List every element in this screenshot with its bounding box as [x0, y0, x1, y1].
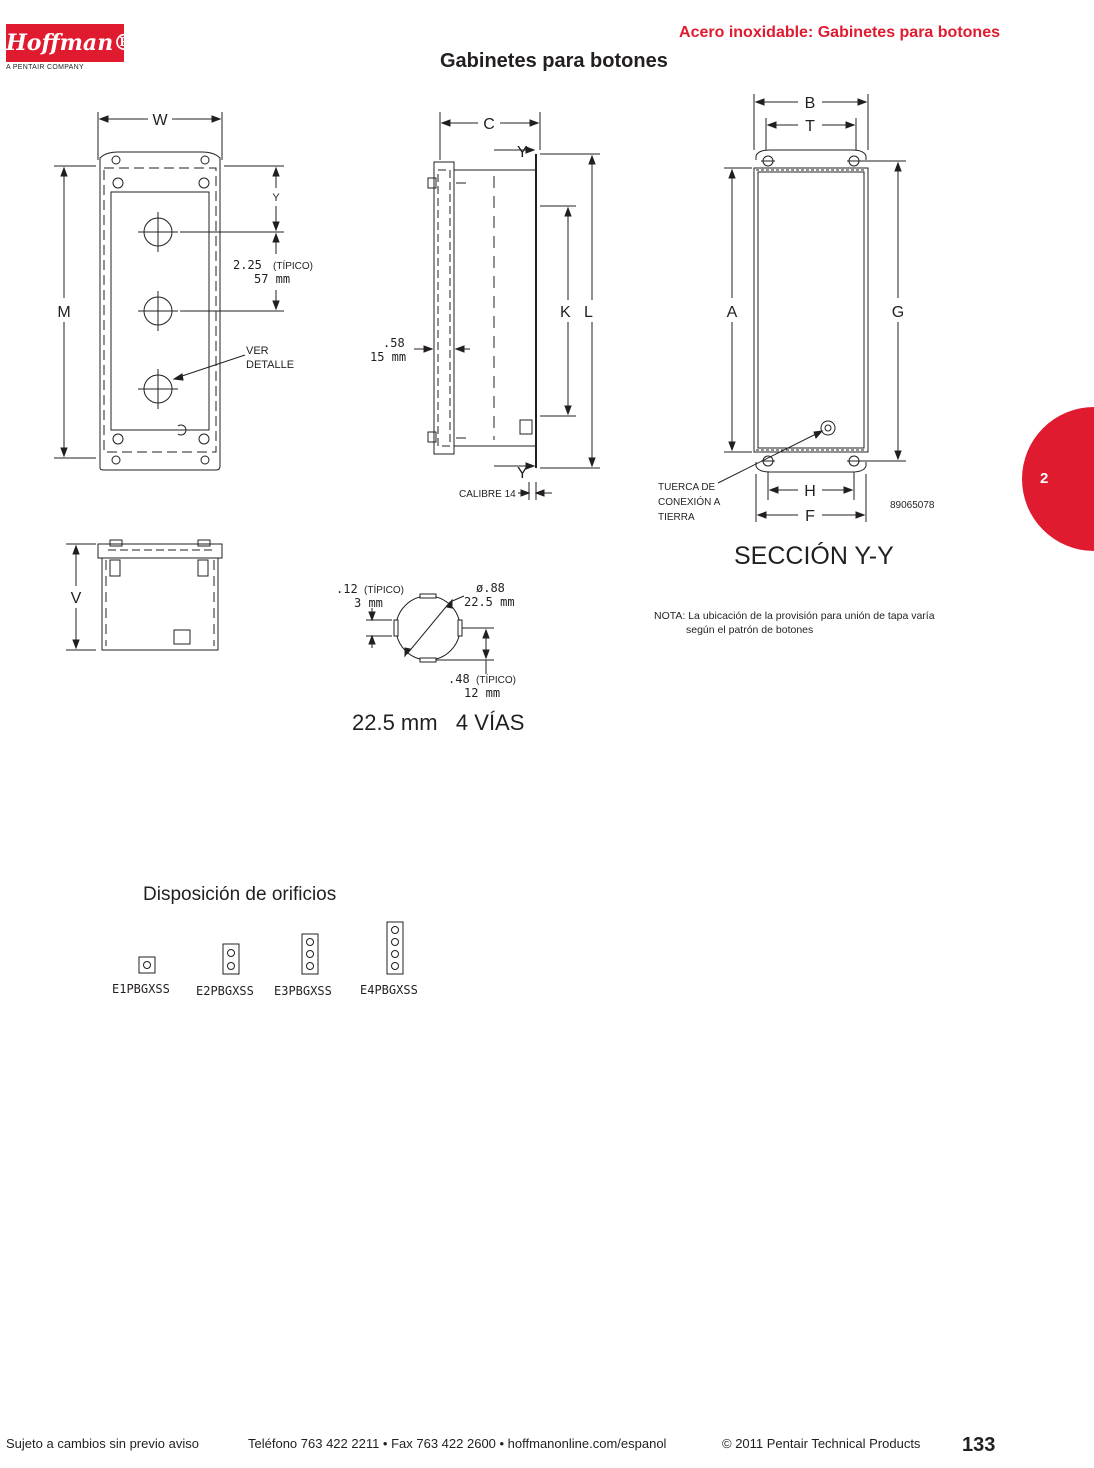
keyway-mm: 3 mm	[354, 596, 383, 610]
spacing-inches: 2.25	[233, 258, 262, 272]
keyway-note: (TÍPICO)	[364, 585, 404, 596]
bottom-view	[66, 540, 222, 650]
section-marker-bottom: Y	[517, 465, 528, 482]
layout-code-e4: E4PBGXSS	[360, 983, 418, 997]
layout-code-e1: E1PBGXSS	[112, 982, 170, 996]
footer-contact: Teléfono 763 422 2211 • Fax 763 422 2600 • hoffmanonline.com/espanol	[248, 1436, 667, 1451]
hole-detail-caption: 22.5 mm 4 VÍAS	[352, 710, 525, 735]
hole-layout-icons	[139, 922, 403, 974]
spacing-mm: 57 mm	[254, 272, 291, 286]
dim-l-label: L	[584, 304, 593, 321]
offset-inches: .48	[448, 672, 470, 686]
section-view	[658, 94, 935, 525]
dim-t-label: T	[805, 118, 815, 135]
note-line-2: según el patrón de botones	[686, 624, 814, 636]
offset-note: (TÍPICO)	[476, 675, 516, 686]
drawing-number: 89065078	[890, 500, 935, 511]
offset-mm: 12 mm	[464, 686, 501, 700]
logo-wordmark: Hoffman®	[6, 24, 124, 62]
page-number: 133	[962, 1434, 996, 1456]
keyway-inches: .12	[336, 582, 358, 596]
layout-code-e3: E3PBGXSS	[274, 984, 332, 998]
dim-y-label: Y	[272, 192, 280, 204]
dim-a-label: A	[726, 304, 738, 321]
hole-detail	[336, 581, 516, 700]
footer-copyright: © 2011 Pentair Technical Products	[722, 1436, 921, 1451]
dim-h-label: H	[804, 483, 816, 500]
cover-bond-note	[654, 609, 954, 637]
layout-code-e2: E2PBGXSS	[196, 984, 254, 998]
ground-label-2: CONEXIÓN A	[658, 497, 721, 508]
dim-b-label: B	[804, 95, 816, 112]
hole-diameter-inches: ø.88	[476, 581, 505, 595]
dim-c-label: C	[483, 116, 495, 133]
dim-w-label: W	[152, 112, 168, 129]
dim-k-label: K	[560, 304, 571, 321]
side-view	[370, 112, 600, 500]
ground-label-1: TUERCA DE	[658, 482, 716, 493]
gauge-label: CALIBRE 14	[459, 489, 516, 500]
hole-diameter-mm: 22.5 mm	[464, 595, 515, 609]
dim-f-label: F	[805, 508, 815, 525]
note-line-1: NOTA: La ubicación de la provisión para unión de tapa varía	[654, 610, 935, 622]
section-title: Acero inoxidable: Gabinetes para botones	[679, 24, 1000, 41]
hole-layouts-title: Disposición de orificios	[143, 884, 337, 905]
front-view	[54, 112, 313, 470]
wall-thickness-mm: 15 mm	[370, 350, 407, 364]
section-marker-top: Y	[517, 144, 528, 161]
chapter-number: 2	[1040, 470, 1049, 487]
spacing-note: (TÍPICO)	[273, 261, 313, 272]
dim-v-label: V	[70, 590, 82, 607]
section-yy-title: SECCIÓN Y-Y	[734, 542, 894, 570]
detail-label-1: VER	[246, 345, 269, 357]
ground-label-3: TIERRA	[658, 512, 695, 523]
dim-g-label: G	[891, 304, 905, 321]
logo-tagline: A PENTAIR COMPANY	[6, 64, 84, 71]
dim-m-label: M	[57, 304, 71, 321]
wall-thickness-inches: .58	[383, 336, 405, 350]
detail-label-2: DETALLE	[246, 359, 295, 371]
page-title: Gabinetes para botones	[440, 50, 668, 72]
footer-disclaimer: Sujeto a cambios sin previo aviso	[6, 1436, 199, 1451]
